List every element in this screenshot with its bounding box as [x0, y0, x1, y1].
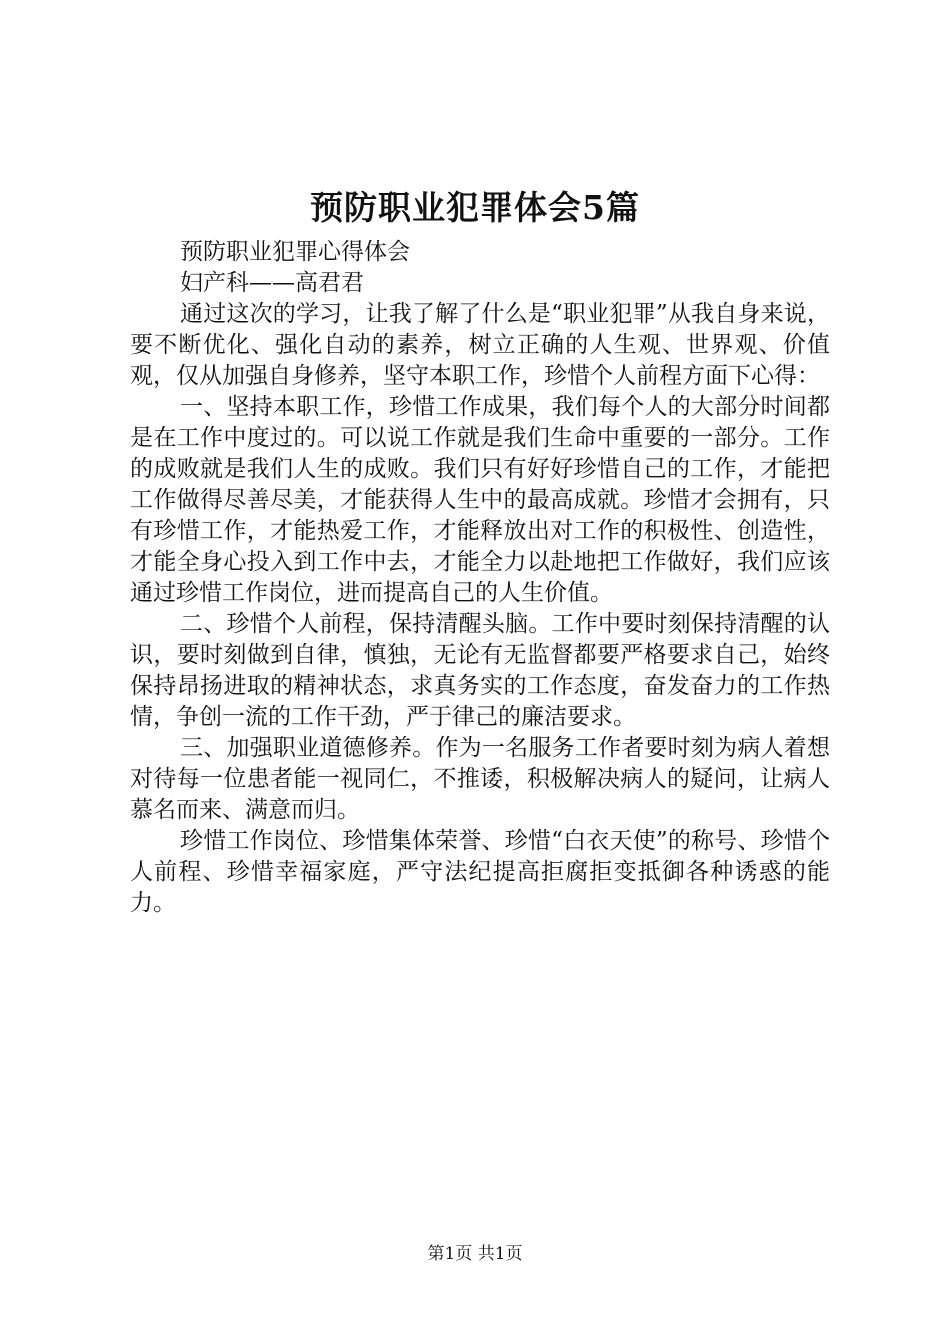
paragraph-point-two: 二、珍惜个人前程，保持清醒头脑。工作中要时刻保持清醒的认识，要时刻做到自律，慎独，无论有无监督都要严格要求自己，始终保持昂扬进取的精神状态，求真务实的工作态度，奋发奋力的工作热情，争创一流的工作干劲，严于律己的廉洁要求。 — [130, 611, 830, 730]
paragraph-point-one: 一、坚持本职工作，珍惜工作成果，我们每个人的大部分时间都是在工作中度过的。可以说工作就是我们生命中重要的一部分。工作的成败就是我们人生的成败。我们只有好好珍惜自己的工作，才能把工作做得尽善尽美，才能获得人生中的最高成就。珍惜才会拥有，只有珍惜工作，才能热爱工作，才能释放出对工作的积极性、创造性，才能全身心投入到工作中去，才能全力以赴地把工作做好，我们应该通过珍惜工作岗位，进而提高自己的人生价值。 — [130, 394, 830, 606]
page-number-total: 共1页 — [477, 1244, 523, 1264]
document-title: 预防职业犯罪体会5篇 — [310, 188, 640, 227]
page-footer — [0, 1243, 950, 1265]
page-number-current: 第1页 — [427, 1244, 473, 1264]
paragraph-conclusion: 珍惜工作岗位、珍惜集体荣誉、珍惜“白衣天使”的称号、珍惜个人前程、珍惜幸福家庭，严守法纪提高拒腐拒变抵御各种诱惑的能力。 — [130, 828, 830, 916]
document-body — [130, 237, 830, 919]
paragraph-author: 妇产科——高君君 — [180, 270, 364, 296]
paragraph-intro: 通过这次的学习，让我了解了什么是“职业犯罪”从我自身来说，要不断优化、强化自动的素养，树立正确的人生观、世界观、价值观，仅从加强自身修养，坚守本职工作，珍惜个人前程方面下心得： — [130, 301, 830, 389]
paragraph-point-three: 三、加强职业道德修养。作为一名服务工作者要时刻为病人着想对待每一位患者能一视同仁，不推诿，积极解决病人的疑问，让病人慕名而来、满意而归。 — [130, 735, 830, 823]
paragraph-subtitle: 预防职业犯罪心得体会 — [180, 239, 410, 265]
